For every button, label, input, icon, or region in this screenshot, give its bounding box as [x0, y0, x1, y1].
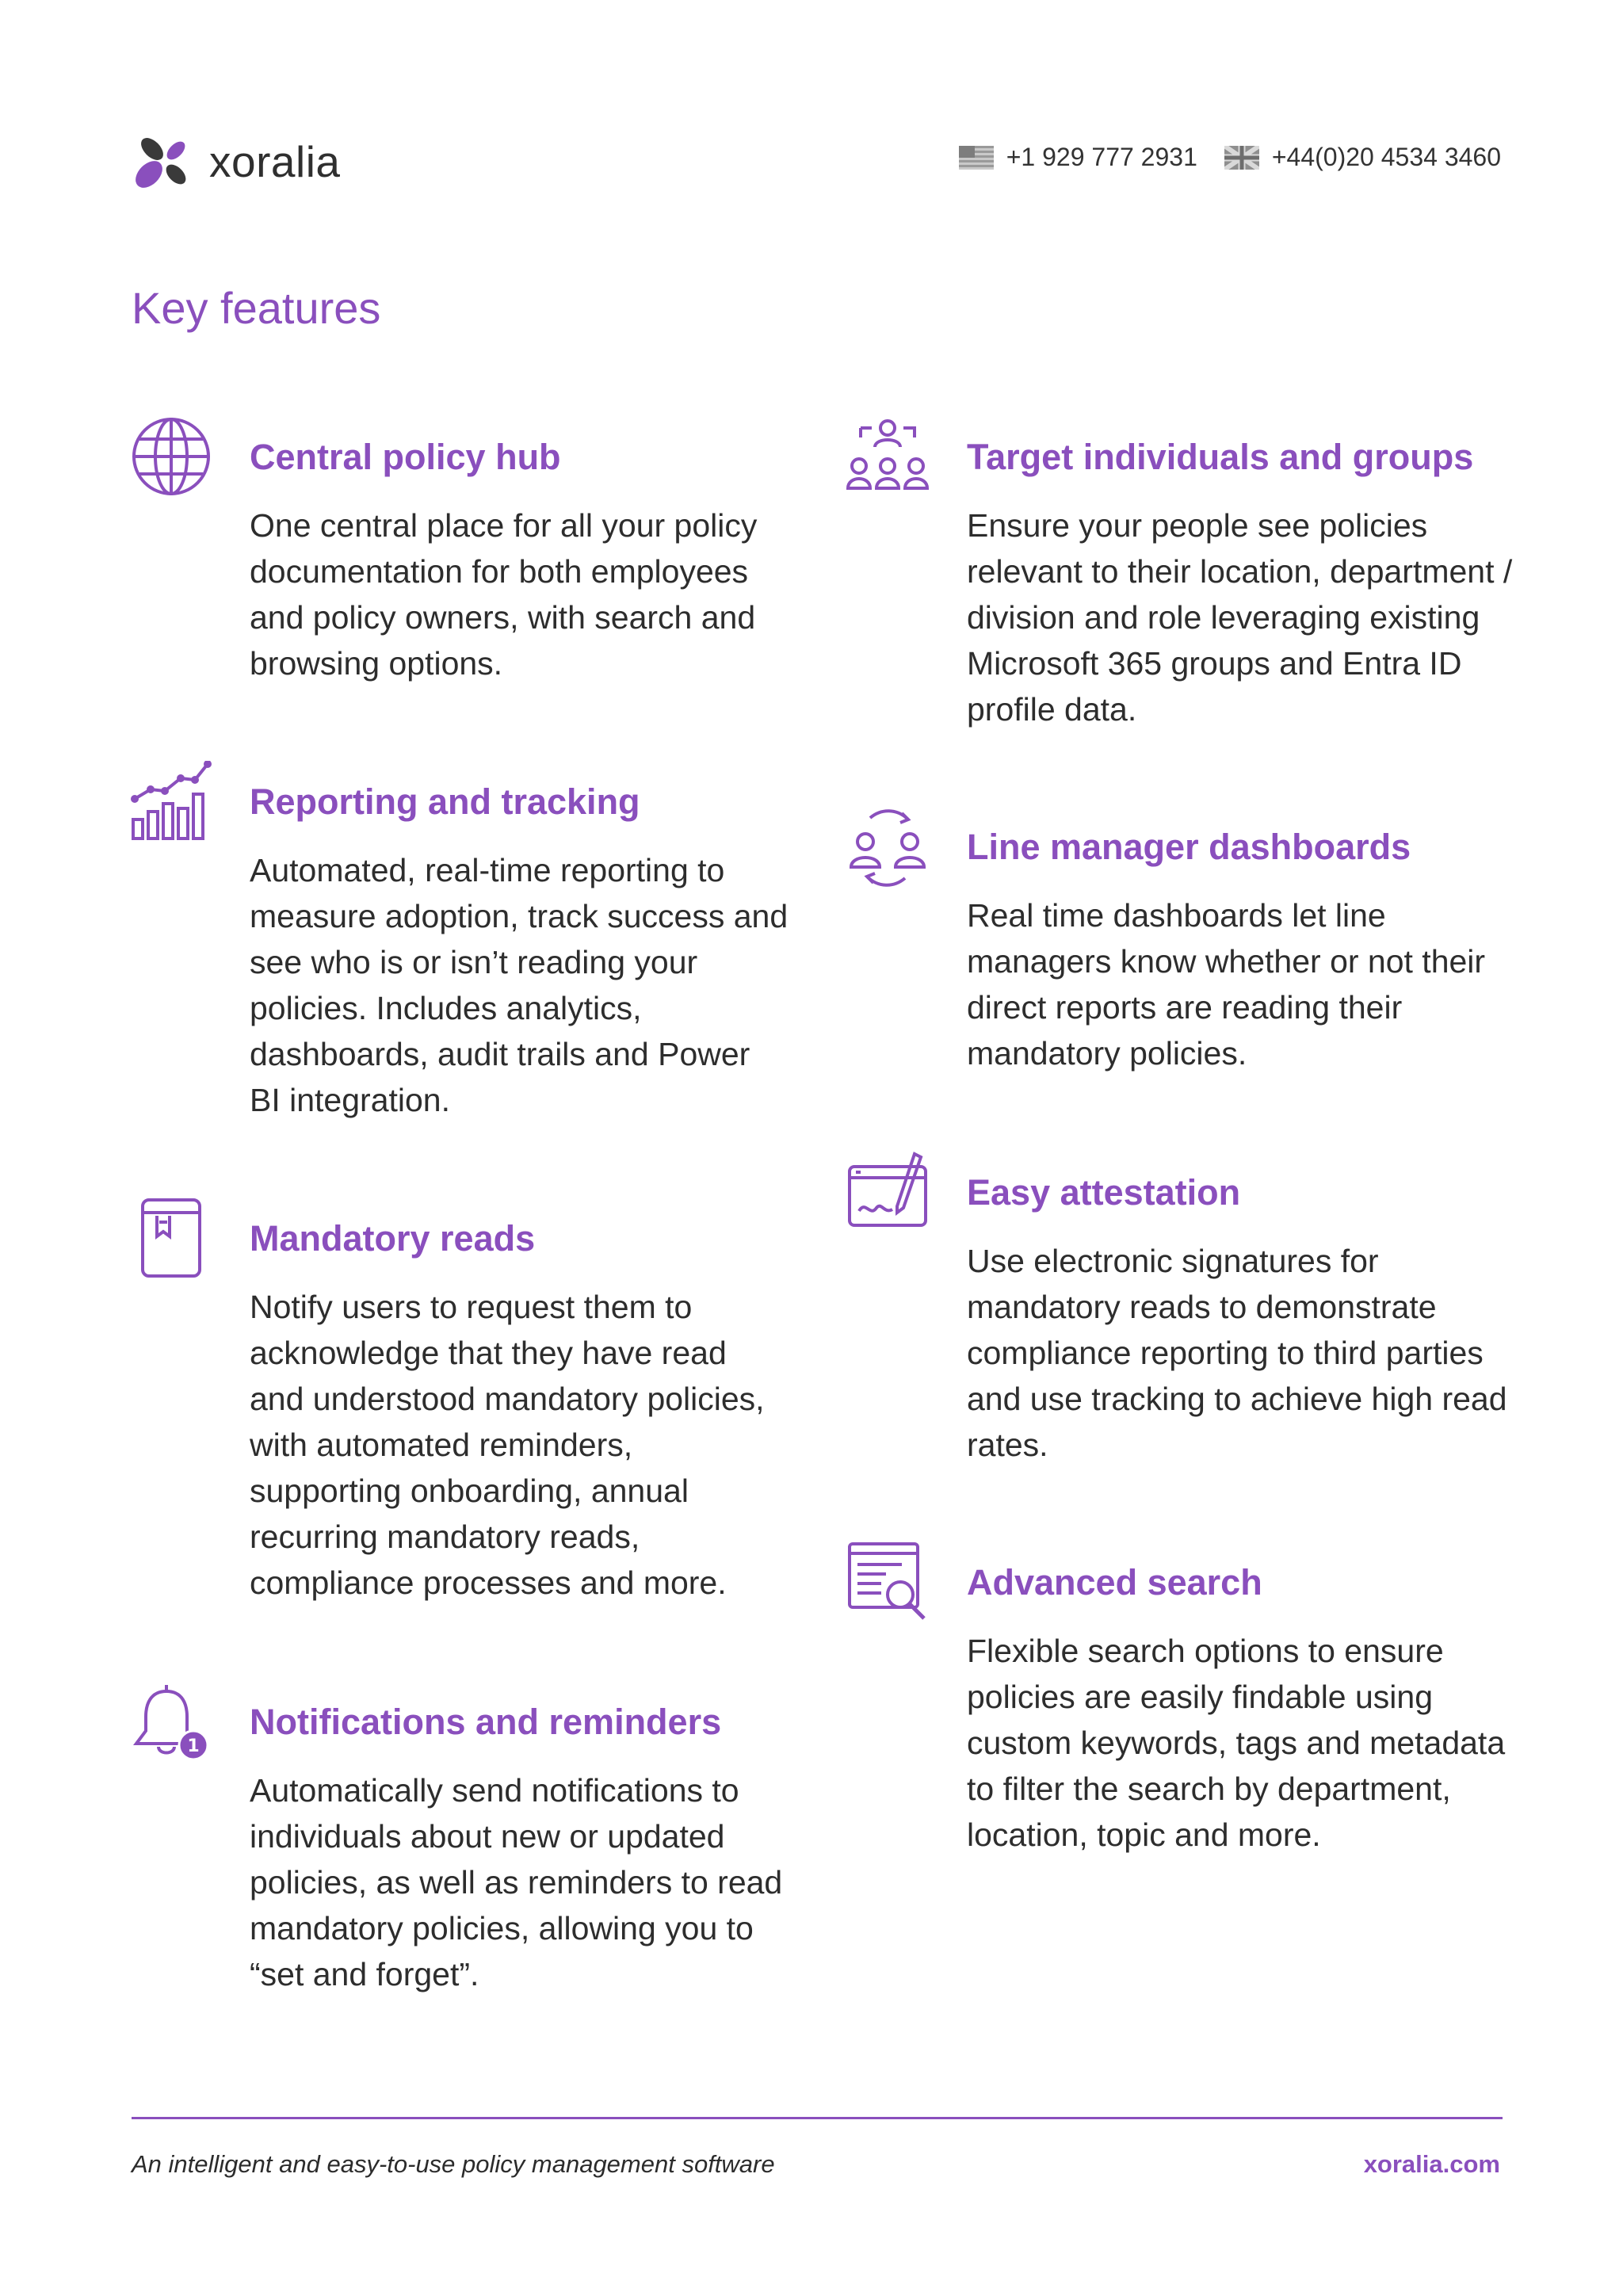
phone-number-uk: +44(0)20 4534 3460	[1271, 143, 1501, 171]
people-exchange-icon	[846, 807, 929, 889]
bar-chart-icon	[130, 761, 212, 843]
phone-us[interactable]	[959, 143, 1197, 172]
people-group-icon	[846, 417, 929, 499]
feature-title-notifications-and-reminders: Notifications and reminders	[250, 1702, 722, 1742]
globe-icon	[130, 415, 212, 498]
document-search-icon	[846, 1541, 929, 1623]
brand-name: xoralia	[209, 136, 341, 186]
page-title: Key features	[132, 283, 381, 333]
feature-desc-mandatory-reads: Notify users to request them to acknowledge that they have read and understood mandatory policies, with automated reminders, supporting onboarding, annual recurring mandatory reads, compliance processes and more.	[250, 1289, 765, 1601]
footer-tagline: An intelligent and easy-to-use policy management software	[132, 2150, 775, 2178]
xoralia-logo-icon	[132, 130, 195, 193]
feature-title-target-individuals-and-groups: Target individuals and groups	[967, 437, 1474, 477]
us-flag-icon	[959, 146, 994, 170]
contact-phones	[959, 143, 1501, 172]
feature-title-advanced-search: Advanced search	[967, 1562, 1262, 1603]
phone-uk[interactable]	[1224, 143, 1501, 172]
feature-title-central-policy-hub: Central policy hub	[250, 437, 561, 477]
feature-title-mandatory-reads: Mandatory reads	[250, 1218, 536, 1259]
feature-desc-advanced-search: Flexible search options to ensure policies are easily findable using custom keywords, tags and metadata to filter the search by department, location, topic and more.	[967, 1633, 1506, 1853]
feature-desc-central-policy-hub: One central place for all your policy documentation for both employees and policy owners, with search and browsing options.	[250, 507, 758, 682]
feature-desc-target-individuals-and-groups: Ensure your people see policies relevant to their location, department / division and role leveraging existing Microsoft 365 groups and Entra ID profile data.	[967, 507, 1513, 728]
footer-website-link[interactable]: xoralia.com	[1363, 2150, 1500, 2178]
feature-title-reporting-and-tracking: Reporting and tracking	[250, 781, 640, 822]
feature-title-line-manager-dashboards: Line manager dashboards	[967, 827, 1411, 867]
feature-desc-line-manager-dashboards: Real time dashboards let line managers know whether or not their direct reports are reading their mandatory policies.	[967, 897, 1486, 1072]
feature-desc-reporting-and-tracking: Automated, real-time reporting to measure adoption, track success and see who is or isn’t reading your policies. Includes analytics, dashboards, audit trails and Power BI integration.	[250, 852, 789, 1118]
bell-badge-count: 1	[187, 1736, 200, 1756]
brand-logo	[132, 130, 341, 193]
feature-title-easy-attestation: Easy attestation	[967, 1172, 1241, 1213]
feature-desc-easy-attestation: Use electronic signatures for mandatory reads to demonstrate compliance reporting to third parties and use tracking to achieve high read rates.	[967, 1243, 1507, 1463]
signature-pen-icon	[846, 1151, 929, 1233]
uk-flag-icon	[1224, 146, 1259, 170]
footer-divider	[132, 2117, 1503, 2119]
book-icon	[130, 1197, 212, 1279]
bell-icon	[130, 1680, 212, 1763]
phone-number-us: +1 929 777 2931	[1006, 143, 1197, 171]
feature-desc-notifications-and-reminders: Automatically send notifications to individuals about new or updated policies, as well as reminders to read mandatory policies, allowing you to “set and forget”.	[250, 1772, 783, 1992]
